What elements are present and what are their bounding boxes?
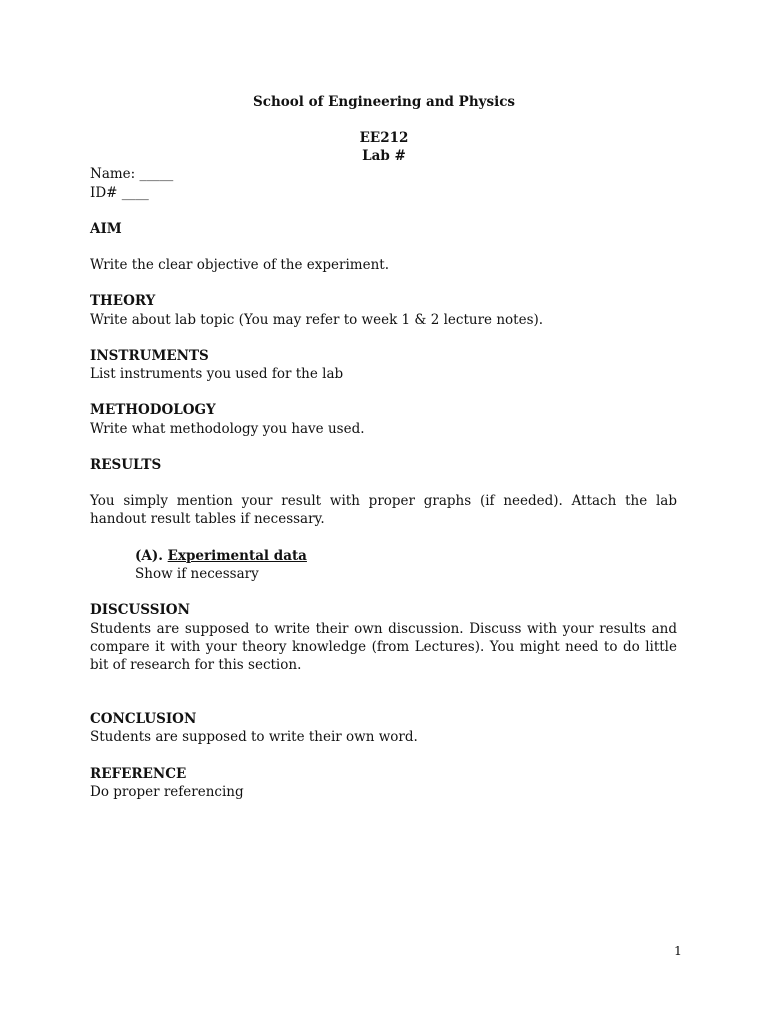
experimental-data-text: Show if necessary	[135, 566, 259, 582]
conclusion-heading: CONCLUSION	[90, 711, 197, 727]
discussion-text: Students are supposed to write their own discussion. Discuss with your results and compare it with your theory knowledge (from Lectures). You might need to do little bit of research for this section.	[90, 621, 677, 674]
conclusion-text: Students are supposed to write their own word.	[90, 729, 418, 745]
discussion-heading: DISCUSSION	[90, 602, 190, 618]
subheading-title: Experimental data	[167, 548, 307, 564]
aim-text: Write the clear objective of the experiment.	[90, 257, 389, 273]
school-title: School of Engineering and Physics	[252, 94, 516, 110]
methodology-heading: METHODOLOGY	[90, 402, 216, 418]
results-text: You simply mention your result with proper graphs (if needed). Attach the lab handout result tables if necessary.	[90, 493, 677, 528]
reference-text: Do proper referencing	[90, 784, 244, 800]
aim-heading: AIM	[90, 221, 122, 237]
page-number: 1	[674, 943, 682, 958]
id-field: ID# ____	[90, 185, 149, 201]
theory-text: Write about lab topic (You may refer to week 1 & 2 lecture notes).	[90, 312, 544, 328]
lab-number: Lab #	[362, 148, 406, 164]
subheading-prefix: (A).	[135, 548, 168, 564]
name-field: Name: _____	[90, 166, 174, 182]
course-code: EE212	[359, 130, 409, 146]
experimental-data-subheading	[135, 548, 307, 564]
instruments-text: List instruments you used for the lab	[90, 366, 344, 382]
theory-heading: THEORY	[90, 293, 156, 309]
reference-heading: REFERENCE	[90, 766, 187, 782]
results-heading: RESULTS	[90, 457, 162, 473]
methodology-text: Write what methodology you have used.	[90, 421, 365, 437]
instruments-heading: INSTRUMENTS	[90, 348, 209, 364]
